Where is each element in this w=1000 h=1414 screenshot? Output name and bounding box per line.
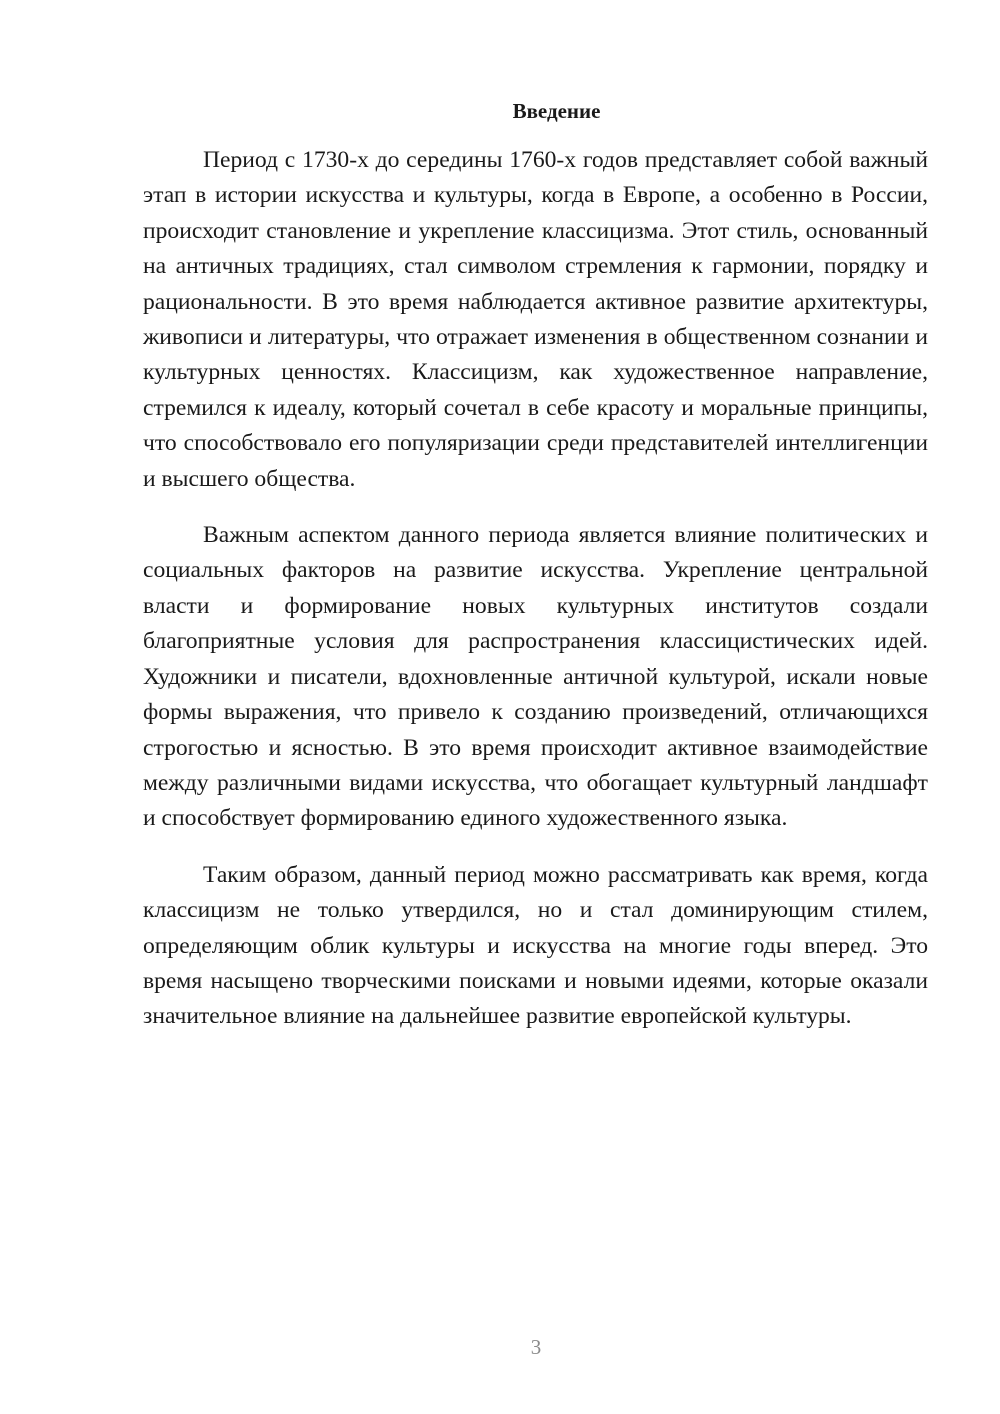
paragraph-2: Важным аспектом данного периода является влияние политических и социальных факторов на развитие искусства. Укрепление центральной власти и формирование новых культурных институтов создали благоприятные условия для распространения классицистических идей. Художники и писатели, вдохновленные античной культурой, искали новые формы выражения, что привело к созданию произведений, отличающихся строгостью и ясностью. В это время происходит активное взаимодействие между различными видами искусства, что обогащает культурный ландшафт и способствует формированию единого художественного языка.	[143, 522, 928, 832]
paragraph-3: Таким образом, данный период можно рассматривать как время, когда классицизм не только утвердился, но и стал доминирующим стилем, определяющим облик культуры и искусства на многие годы вперед. Это время насыщено творческими поисками и новыми идеями, которые оказали значительное влияние на дальнейшее развитие европейской культуры.	[143, 861, 928, 1030]
page-number: 3	[530, 1335, 542, 1359]
paragraph-1: Период с 1730-х до середины 1760-х годов представляет собой важный этап в истории искусства и культуры, когда в Европе, а особенно в России, происходит становление и укрепление классицизма. Этот стиль, основанный на античных традициях, стал символом стремления к гармонии, порядку и рациональности. В это время наблюдается активное развитие архитектуры, живописи и литературы, что отражает изменения в общественном сознании и культурных ценностях. Классицизм, как художественное направление, стремился к идеалу, который сочетал в себе красоту и моральные принципы, что способствовало его популяризации среди представителей интеллигенции и высшего общества.	[143, 147, 928, 492]
page-content	[143, 97, 928, 1056]
section-title: Введение	[512, 99, 601, 123]
